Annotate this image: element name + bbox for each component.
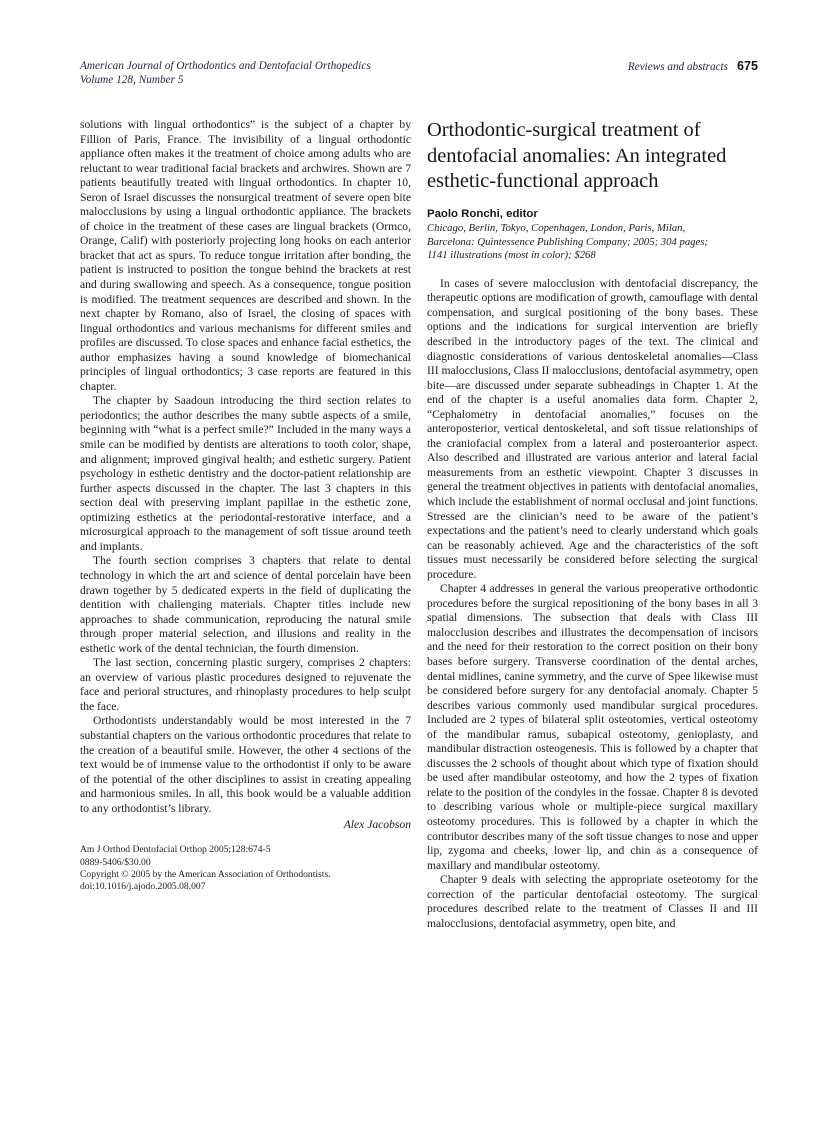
left-column — [80, 118, 411, 894]
running-head-right — [628, 59, 758, 73]
right-column-body — [427, 277, 758, 932]
publication-line-1: Chicago, Berlin, Tokyo, Copenhagen, London, Paris, Milan, — [427, 222, 686, 234]
publication-line-2: Barcelona: Quintessence Publishing Company; 2005; 304 pages; — [427, 235, 708, 248]
footnote-block — [80, 844, 411, 894]
footnote-doi: doi:10.1016/j.ajodo.2005.08.007 — [80, 881, 206, 893]
paragraph: The last section, concerning plastic surgery, comprises 2 chapters: an overview of various plastic procedures designed to rejuvenate the face and perioral structures, and rhinoplasty procedures to help sculpt the face. — [80, 656, 411, 713]
footnote-issn-price: 0889-5406/$30.00 — [80, 856, 151, 868]
paragraph: The chapter by Saadoun introducing the third section relates to periodontics; the author describes the many subtle aspects of a smile, beginning with “what is a perfect smile?” Included in the many ways a smile can be modified by dentists are alterations to tooth color, shape, and alignment; improved gingival health; and esthetic surgery. Patient psychology in esthetic dentistry and the doctor-patient relationship are further aspects discussed in the chapter. The last 3 chapters in this section deal with preserving implant papillae in the esthetic zone, optimizing esthetics at the periodontal-restorative interface, and a microsurgical approach to the management of soft tissue around teeth and implants. — [80, 394, 411, 553]
publication-line-3: 1141 illustrations (most in color); $268 — [427, 249, 596, 262]
running-head — [80, 59, 758, 87]
running-head-journal-line-1: American Journal of Orthodontics and Dentofacial Orthopedics — [80, 60, 371, 72]
page-number: 675 — [736, 59, 758, 73]
footnote-copyright: Copyright © 2005 by the American Association of Orthodontists. — [80, 869, 331, 881]
article-title-line-1: Orthodontic-surgical treatment of — [427, 119, 701, 141]
right-column — [427, 118, 758, 931]
left-column-body — [80, 118, 411, 816]
paragraph: The fourth section comprises 3 chapters that relate to dental technology in which the art and science of dental porcelain have been drawn together by 5 dedicated experts in the field of duplicating the dentition with challenging materials. Chapter titles include new approaches to shade communication, reproducing the natural smile through proper material selection, and illusions and reality in the esthetic work of the dental technician, the fourth dimension. — [80, 554, 411, 655]
book-editor: Paolo Ronchi, editor — [427, 207, 538, 220]
book-publication-info — [427, 222, 758, 263]
review-author-signature: Alex Jacobson — [343, 818, 411, 832]
article-title-line-3: esthetic-functional approach — [427, 170, 659, 192]
paragraph: In cases of severe malocclusion with dentofacial discrepancy, the therapeutic options are modification of growth, camouflage with dental compensation, and surgical positioning of the bony bases. These options and the indications for surgical intervention are briefly described in the introductory pages of the text. The clinical and diagnostic considerations of various dentoskeletal anomalies—Class III malocclusions, Class II malocclusions, dentofacial asymmetry, open bite—are discussed under separate subheadings in Chapter 1. At the end of the chapter is a useful anomalies data form. Chapter 2, “Cephalometry in dentofacial anomalies,” focuses on the anteroposterior, vertical dentoskeletal, and soft tissue relationships of the craniofacial complex from a lateral and posteroanterior aspect. Also described and illustrated are various anterior and lateral facial measurements from an esthetic viewpoint. Chapter 3 discusses in general the treatment objectives in patients with dentofacial anomalies, which include the establishment of normal occlusal and joint functions. Stressed are the clinician’s need to be aware of the patient’s expectations and the patient’s need to clearly understand which goals can be reasonably achieved. Age and the characteristics of the soft tissues must necessarily be considered before selecting the surgical procedure. — [427, 276, 758, 581]
page-columns — [80, 118, 758, 1058]
paragraph: Orthodontists understandably would be most interested in the 7 substantial chapters on the various orthodontic procedures that relate to the creation of a beautiful smile. However, the other 4 sections of the text would be of immense value to the orthodontist if only to be aware of the potential of the other disciplines to assist in creating appealing and harmonious smiles. In all, this book would be a valuable addition to any orthodontist’s library. — [80, 714, 411, 815]
running-head-section: Reviews and abstracts — [627, 61, 728, 73]
article-title-line-2: dentofacial anomalies: An integrated — [427, 144, 727, 167]
paragraph: solutions with lingual orthodontics” is the subject of a chapter by Fillion of Paris, France. The invisibility of a lingual orthodontic appliance often makes it the treatment of choice among adults who are reluctant to wear traditional facial brackets and archwires. Shown are 7 patients beautifully treated with lingual orthodontics. In chapter 10, Seron of Israel discusses the nonsurgical treatment of severe open bite malocclusions by using a lingual orthodontic appliance. The brackets of choice in the treatment of these cases are lingual brackets (Ormco, Orange, Calif) with posteriorly projecting long hooks on each anterior bracket that act as spurs. To reduce tongue irritation after bonding, the patient is instructed to position the tongue behind the brackets at rest and during swallowing and speech. As a consequence, tongue position is modified. The treatment sequences are described and shown. In the next chapter by Romano, also of Israel, the closing of spaces with lingual orthodontics and various mechanisms for different smiles and profiles are discussed. To close spaces and enhance facial esthetics, the author emphasizes having a sound knowledge of biomechanical principles of lingual orthodontics; 3 case reports are featured in this chapter. — [80, 118, 411, 393]
running-head-journal — [80, 59, 371, 87]
running-head-journal-line-2: Volume 128, Number 5 — [80, 74, 184, 87]
paragraph: Chapter 9 deals with selecting the appropriate oseteotomy for the correction of the particular dentofacial osteotomy. The surgical procedures described relate to the treatment of Classes II and III malocclusions, dentofacial asymmetry, open bite, and — [427, 873, 758, 930]
paragraph: Chapter 4 addresses in general the various preoperative orthodontic procedures before the surgical repositioning of the bony bases in all 3 spatial dimensions. The subsection that deals with Class III malocclusion describes and illustrates the decompensation of incisors and the need for their restoration to the correct position on their bony bases before surgery. Transverse coordination of the dental arches, dental midlines, canine symmetry, and the curve of Spee likewise must be considered before surgery for any dentofacial anomaly. Chapter 5 describes various commonly used mandibular surgical procedures. Included are 2 types of bilateral split osteotomies, vertical osteotomy of the mandibular ramus, subapical osteotomy, genioplasty, and mandibular distraction osteogenesis. This is followed by a chapter that discusses the 2 schools of thought about which type of fixation should be used after mandibular osteotomy, and how the 2 types of fixation relate to the position of the condyles in the fossae. Chapter 8 is devoted to describing various whole or multiple-piece surgical maxillary osteotomy procedures. This is followed by a chapter in which the contributor describes many of the soft tissue changes to nose and upper lip, zygoma and cheeks, lower lip, and chin as a consequence of maxillary and mandibular osteotomy. — [427, 582, 758, 872]
article-title — [427, 118, 758, 195]
footnote-citation: Am J Orthod Dentofacial Orthop 2005;128:674-5 — [80, 844, 271, 856]
